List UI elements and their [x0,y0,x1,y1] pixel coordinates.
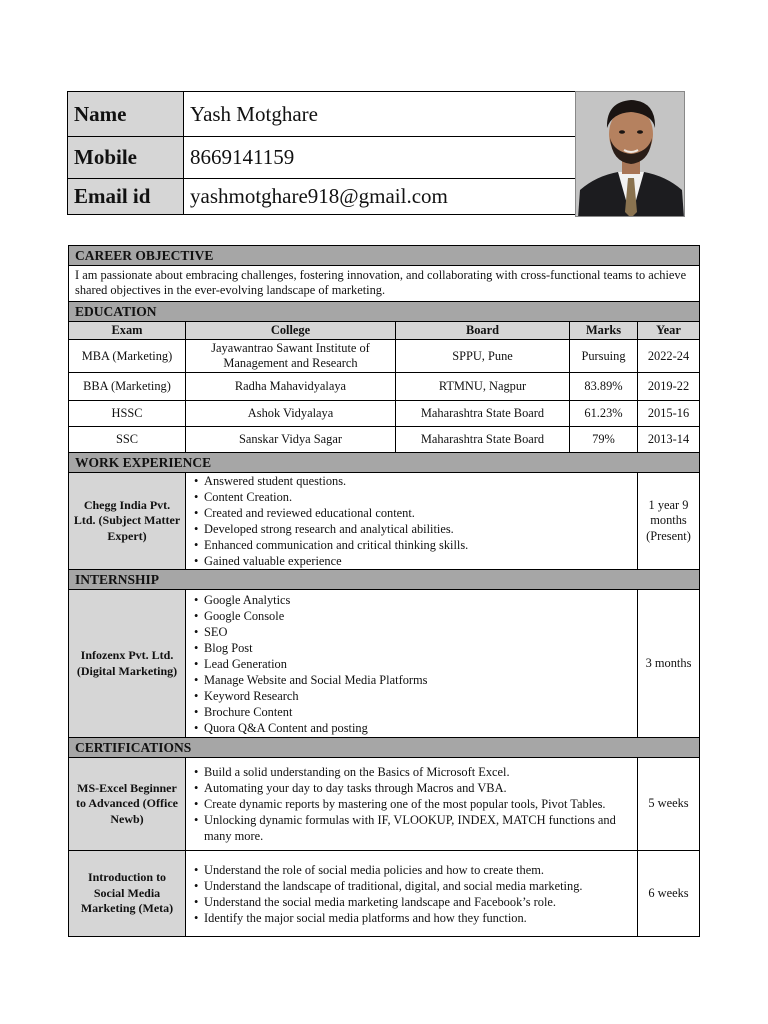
exam-cell: MBA (Marketing) [69,340,186,373]
email-label: Email id [68,179,184,215]
education-heading: EDUCATION [69,302,700,322]
column-header: College [186,322,396,340]
name-label: Name [68,92,184,137]
education-header-row [69,322,700,340]
year-cell: 2019-22 [638,373,700,401]
list-item: • Lead Generation [204,656,633,672]
internship-points-cell [186,590,638,738]
college-cell: Ashok Vidyalaya [186,401,396,427]
list-item: • Unlocking dynamic formulas with IF, VLOOKUP, INDEX, MATCH functions and many more. [204,812,633,844]
board-cell: SPPU, Pune [396,340,570,373]
college-cell: Jayawantrao Sawant Institute of Management and Research [186,340,396,373]
board-cell: RTMNU, Nagpur [396,373,570,401]
list-item: • Enhanced communication and critical thinking skills. [204,537,633,553]
internship-company-label: Infozenx Pvt. Ltd. (Digital Marketing) [69,590,186,738]
work-points-cell [186,473,638,570]
work-duration: 1 year 9 months (Present) [638,473,700,570]
list-item: • Understand the landscape of traditional, digital, and social media marketing. [204,878,633,894]
certification-points-list [190,862,633,926]
marks-cell: 61.23% [570,401,638,427]
certification-duration: 6 weeks [638,851,700,937]
list-item: • Developed strong research and analytical abilities. [204,521,633,537]
work-points-list [190,473,633,569]
personal-details-table [67,91,576,215]
list-item: • Understand the role of social media policies and how to create them. [204,862,633,878]
person-portrait-icon [576,92,685,217]
list-item: • Gained valuable experience [204,553,633,569]
profile-photo [575,91,685,217]
list-item: • Created and reviewed educational content. [204,505,633,521]
marks-cell: Pursuing [570,340,638,373]
list-item: • Google Console [204,608,633,624]
exam-cell: SSC [69,427,186,453]
mobile-value: 8669141159 [184,137,576,179]
certifications-heading: CERTIFICATIONS [69,738,700,758]
column-header: Marks [570,322,638,340]
exam-cell: BBA (Marketing) [69,373,186,401]
marks-cell: 79% [570,427,638,453]
college-cell: Sanskar Vidya Sagar [186,427,396,453]
mobile-label: Mobile [68,137,184,179]
board-cell: Maharashtra State Board [396,427,570,453]
work-company-label: Chegg India Pvt. Ltd. (Subject Matter Expert) [69,473,186,570]
table-row [69,401,700,427]
college-cell: Radha Mahavidyalaya [186,373,396,401]
list-item: • Keyword Research [204,688,633,704]
name-value: Yash Motghare [184,92,576,137]
list-item: • Content Creation. [204,489,633,505]
list-item: • Understand the social media marketing landscape and Facebook’s role. [204,894,633,910]
certification-points-cell [186,851,638,937]
column-header: Board [396,322,570,340]
table-row [69,427,700,453]
resume-body-table [68,245,700,937]
internship-points-list [190,592,633,736]
certification-duration: 5 weeks [638,758,700,851]
list-item: • Automating your day to day tasks through Macros and VBA. [204,780,633,796]
internship-heading: INTERNSHIP [69,570,700,590]
certification-name: MS-Excel Beginner to Advanced (Office Newb) [69,758,186,851]
board-cell: Maharashtra State Board [396,401,570,427]
list-item: • Blog Post [204,640,633,656]
exam-cell: HSSC [69,401,186,427]
marks-cell: 83.89% [570,373,638,401]
table-row [69,340,700,373]
list-item: • Google Analytics [204,592,633,608]
year-cell: 2015-16 [638,401,700,427]
column-header: Year [638,322,700,340]
list-item: • Create dynamic reports by mastering one of the most popular tools, Pivot Tables. [204,796,633,812]
list-item: • SEO [204,624,633,640]
table-row [69,373,700,401]
email-value: yashmotghare918@gmail.com [184,179,576,215]
list-item: • Brochure Content [204,704,633,720]
work-experience-heading: WORK EXPERIENCE [69,453,700,473]
list-item: • Identify the major social media platforms and how they function. [204,910,633,926]
list-item: • Quora Q&A Content and posting [204,720,633,736]
list-item: • Answered student questions. [204,473,633,489]
certification-name: Introduction to Social Media Marketing (Meta) [69,851,186,937]
list-item: • Manage Website and Social Media Platforms [204,672,633,688]
career-objective-heading: CAREER OBJECTIVE [69,246,700,266]
year-cell: 2013-14 [638,427,700,453]
list-item: • Build a solid understanding on the Basics of Microsoft Excel. [204,764,633,780]
career-objective-text: I am passionate about embracing challenges, fostering innovation, and collaborating with cross-functional teams to achieve shared objectives in the ever-evolving landscape of marketing. [69,266,700,302]
internship-duration: 3 months [638,590,700,738]
year-cell: 2022-24 [638,340,700,373]
certification-points-list [190,764,633,844]
certification-points-cell [186,758,638,851]
column-header: Exam [69,322,186,340]
